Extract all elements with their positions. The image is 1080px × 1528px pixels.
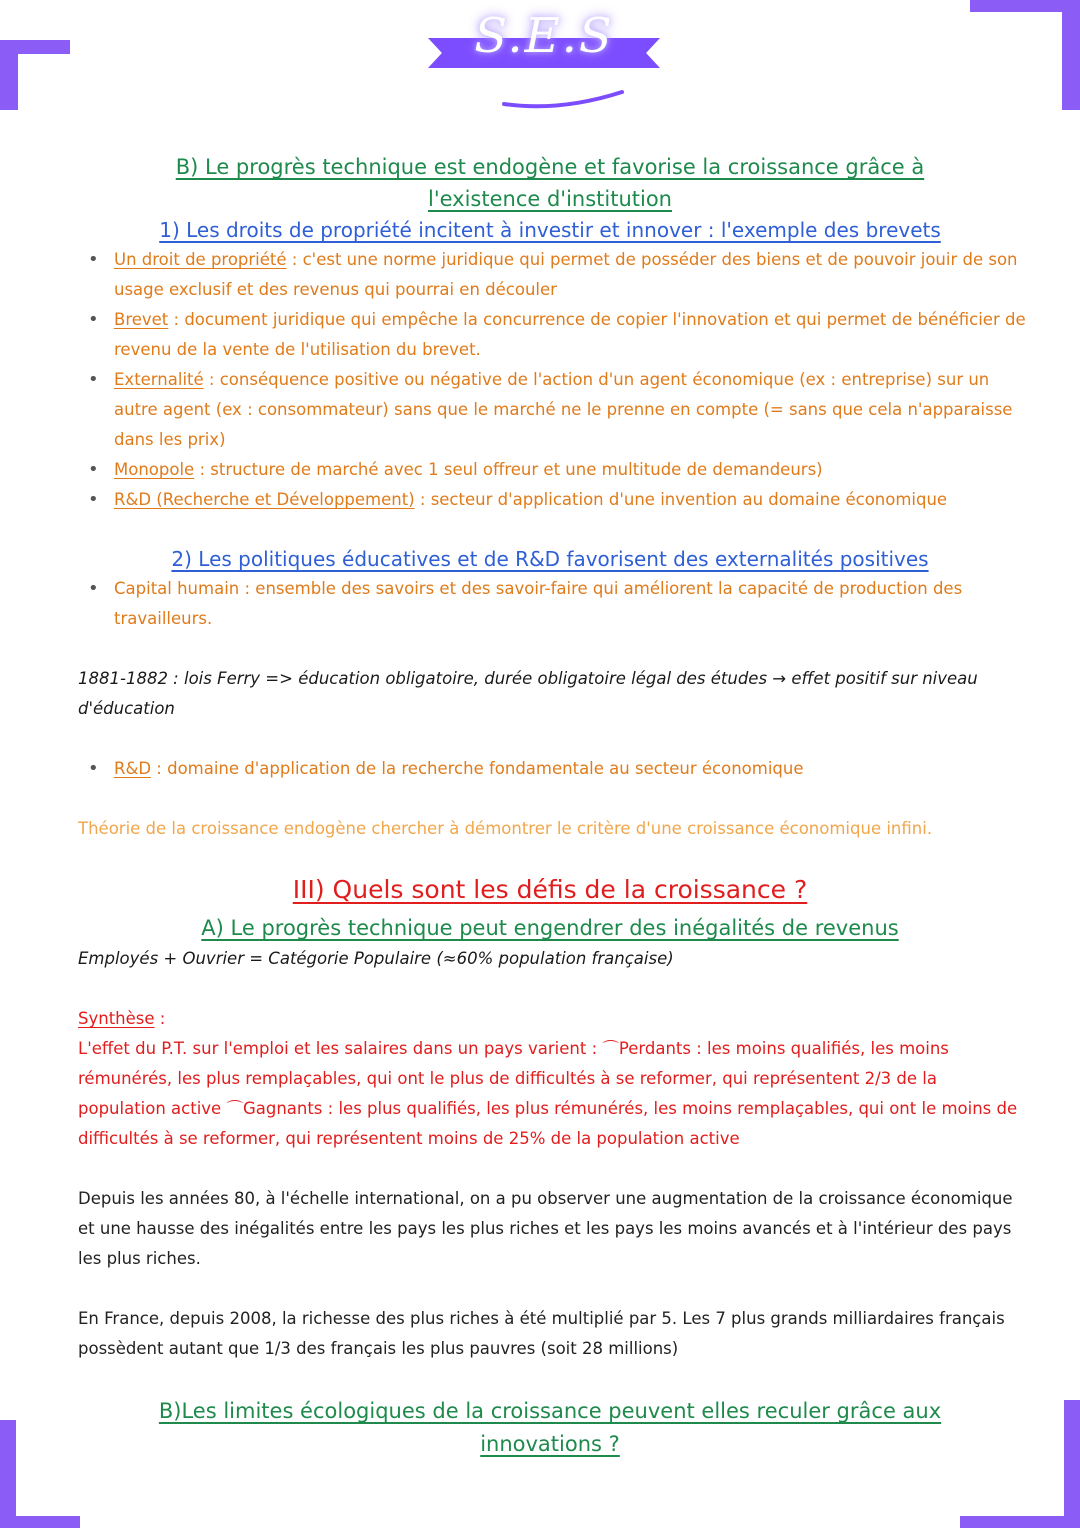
- list-item: [86, 455, 1026, 485]
- term-label: R&D: [114, 759, 152, 778]
- term-label: Externalité: [114, 370, 204, 389]
- list-item: [86, 305, 1026, 365]
- corner-decoration-top-right: [1062, 0, 1080, 110]
- capital-list: [86, 574, 1026, 634]
- section-b2-subtitle: 2) Les politiques éducatives et de R&D favorisent des externalités positives: [171, 547, 929, 571]
- term-label: Un droit de propriété: [114, 250, 287, 269]
- definition-text: : c'est une norme juridique qui permet de posséder des biens et de pouvoir jouir de son usage exclusif et des revenus qui pourrai en découler: [114, 250, 1018, 299]
- corner-decoration-bottom-right-bar: [960, 1516, 1080, 1528]
- definition-text: Capital humain : ensemble des savoirs et des savoir-faire qui améliorent la capacité de production des travailleurs.: [114, 579, 963, 628]
- ferry-laws-note: 1881-1882 : lois Ferry => éducation obligatoire, durée obligatoire légal des études → effet positif sur niveau d'éducation: [78, 669, 978, 718]
- list-item: [86, 574, 1026, 634]
- term-label: R&D (Recherche et Développement): [114, 490, 415, 509]
- definition-text: : domaine d'application de la recherche fondamentale au secteur économique: [151, 759, 804, 778]
- section-3a-subtitle: A) Le progrès technique peut engendrer des inégalités de revenus: [201, 916, 899, 940]
- synthesis-colon: :: [154, 1009, 166, 1028]
- synthesis-label: [78, 1004, 1023, 1034]
- page-title: S.E.S: [474, 8, 614, 64]
- section-b-title-line1: B) Le progrès technique est endogène et favorise la croissance grâce à: [175, 155, 925, 179]
- definition-text: : document juridique qui empêche la concurrence de copier l'innovation et qui permet de bénéficier de revenu de la vente de l'utilisation du brevet.: [114, 310, 1026, 359]
- section-3-title: III) Quels sont les défis de la croissance ?: [292, 875, 808, 904]
- france-wealth-paragraph: En France, depuis 2008, la richesse des plus riches à été multiplié par 5. Les 7 plus grands milliardaires français possèdent autant que 1/3 des français les plus pauvres (soit 28 millions): [78, 1309, 1005, 1358]
- section-b-title-line2: l'existence d'institution: [428, 187, 672, 211]
- definitions-list: [86, 245, 1026, 515]
- popular-category-note: Employés + Ouvrier = Catégorie Populaire (≈60% population française): [78, 949, 674, 968]
- term-label: Brevet: [114, 310, 169, 329]
- corner-decoration-bottom-left: [0, 1420, 16, 1528]
- inequality-paragraph: Depuis les années 80, à l'échelle international, on a pu observer une augmentation de la croissance économique et une hausse des inégalités entre les pays les plus riches et les pays les moins avancés et à l'intérieur des pays les plus riches.: [78, 1189, 1013, 1268]
- corner-decoration-bottom-right: [1064, 1400, 1080, 1528]
- corner-decoration-top-left-bar: [0, 40, 70, 54]
- definition-text: : structure de marché avec 1 seul offreur et une multitude de demandeurs): [194, 460, 823, 479]
- term-label: Monopole: [114, 460, 195, 479]
- list-item: [86, 754, 1026, 784]
- definition-text: : conséquence positive ou négative de l'action d'un agent économique (ex : entreprise) sur un autre agent (ex : consommateur) sans que le marché ne le prenne en compte (= sans que cela n'apparaisse dans les prix): [114, 370, 1013, 449]
- rd-list: [86, 754, 1026, 784]
- endogenous-theory-note: Théorie de la croissance endogène chercher à démontrer le critère d'une croissance économique infini.: [78, 819, 933, 838]
- synthesis-heading: Synthèse: [78, 1009, 155, 1028]
- section-3b-subtitle-line2: innovations ?: [480, 1432, 620, 1456]
- list-item: [86, 245, 1026, 305]
- corner-decoration-bottom-left-bar: [0, 1516, 80, 1528]
- section-3b-subtitle-line1: B)Les limites écologiques de la croissance peuvent elles reculer grâce aux: [158, 1399, 942, 1423]
- definition-text: : secteur d'application d'une invention au domaine économique: [414, 490, 948, 509]
- corner-decoration-top-right-bar: [970, 0, 1080, 12]
- list-item: [86, 485, 1026, 515]
- section-b1-subtitle: 1) Les droits de propriété incitent à investir et innover : l'exemple des brevets: [159, 218, 941, 242]
- header-swash-decoration: [500, 84, 630, 114]
- synthesis-text: L'effet du P.T. sur l'emploi et les salaires dans un pays varient : ⌒Perdants : les moins qualifiés, les moins rémunérés, les plus remplaçables, qui ont le plus de difficultés à se reformer, qui représentent 2/3 de la population active ⌒Gagnants : les plus qualifiés, les plus rémunérés, les moins remplaçables, qui ont le moins de difficultés à se reformer, qui représentent moins de 25% de la population active: [78, 1039, 1018, 1148]
- list-item: [86, 365, 1026, 455]
